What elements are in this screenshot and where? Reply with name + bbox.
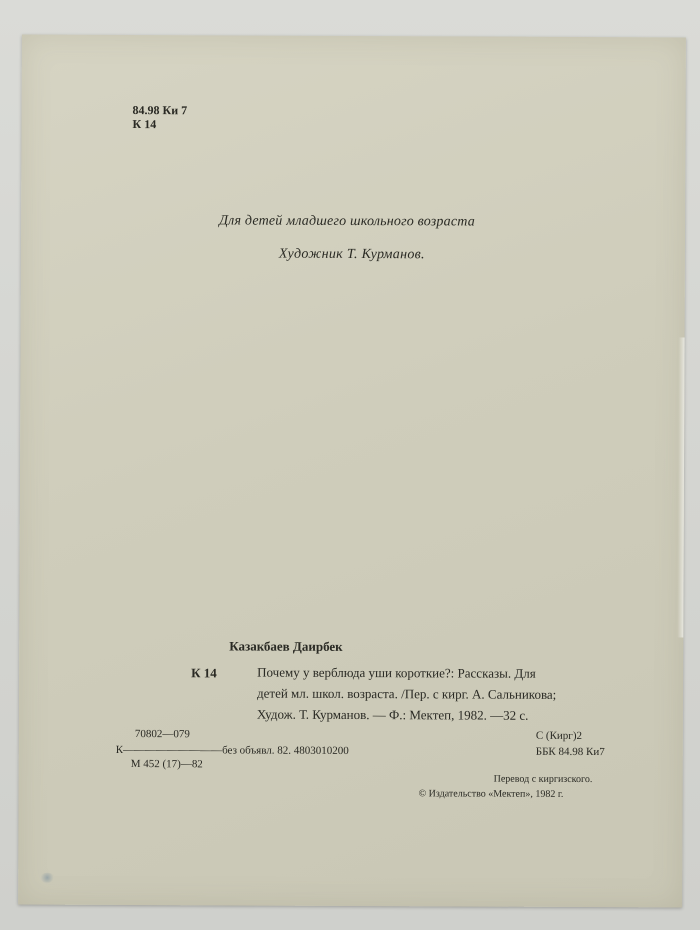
catalog-index: К 14	[191, 665, 217, 681]
catalog-code-right: ББК 84.98 Ки7	[535, 745, 605, 759]
classification-code: 84.98 Ки 7	[132, 103, 188, 118]
catalog-code-left: К—————————без объявл. 82. 4803010200	[115, 743, 349, 757]
catalog-description-line: Худож. Т. Курманов. — Ф.: Мектеп, 1982. —32 с.	[256, 706, 529, 723]
copyright-note: © Издательство «Мектеп», 1982 г.	[418, 788, 564, 800]
catalog-code-left: М 452 (17)—82	[130, 758, 203, 771]
author-mark: К 14	[132, 117, 157, 132]
paper-stain	[40, 873, 54, 883]
catalog-author: Казакбаев Даирбек	[229, 638, 343, 654]
audience-note: Для детей младшего школьного возраста	[219, 213, 475, 230]
translation-note: Перевод с киргизского.	[493, 773, 593, 786]
catalog-description-line: детей мл. школ. возраста. /Пер. с кирг. А. Сальникова;	[256, 685, 557, 702]
catalog-code-right: С (Кирг)2	[535, 729, 583, 743]
catalog-description-line: Почему у верблюда уши короткие?: Рассказы. Для	[257, 664, 536, 681]
catalog-code-left: 70802—079	[134, 728, 190, 741]
illustrator-credit: Художник Т. Курманов.	[278, 246, 425, 263]
book-back-page	[18, 35, 686, 908]
